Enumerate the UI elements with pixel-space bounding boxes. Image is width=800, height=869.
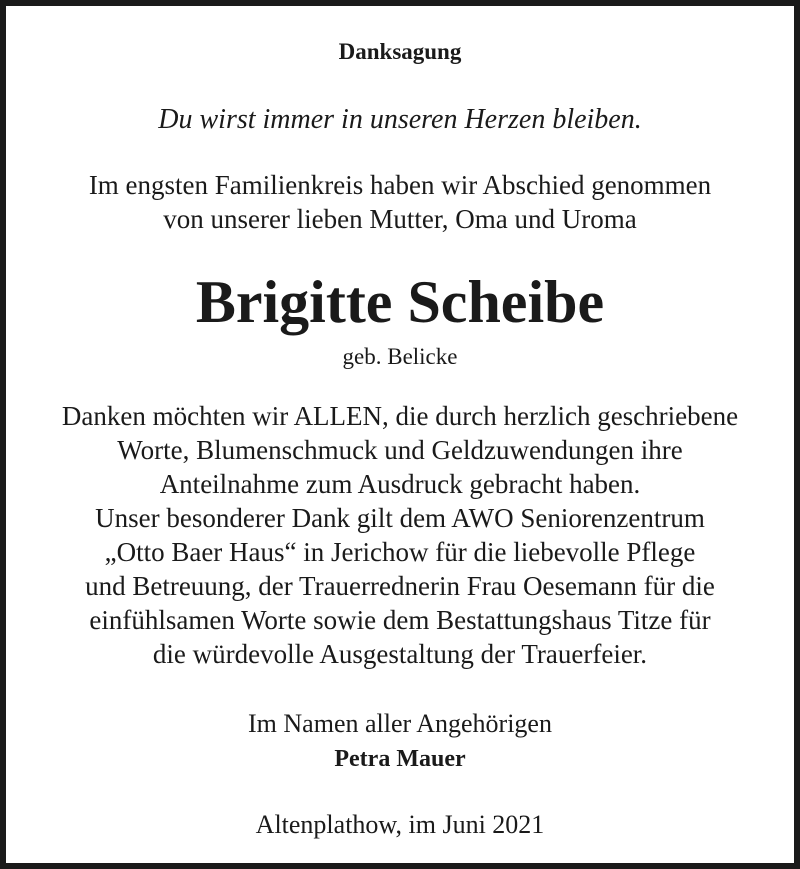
place-date: Altenplathow, im Juni 2021 xyxy=(255,810,545,839)
notice-heading: Danksagung xyxy=(338,39,462,64)
deceased-name: Brigitte Scheibe xyxy=(195,269,605,335)
body-line: Worte, Blumenschmuck und Geldzuwendungen ihre xyxy=(117,435,683,465)
closing-line: Im Namen aller Angehörigen xyxy=(248,709,552,738)
intro-line: Im engsten Familienkreis haben wir Abschied genommen xyxy=(88,170,712,200)
body-line: Anteilnahme zum Ausdruck gebracht haben. xyxy=(159,469,641,499)
motto: Du wirst immer in unseren Herzen bleiben. xyxy=(158,104,642,135)
intro-line: von unserer lieben Mutter, Oma und Uroma xyxy=(163,204,637,234)
body-line: einfühlsamen Worte sowie dem Bestattungshaus Titze für xyxy=(89,605,711,635)
body-line: und Betreuung, der Trauerrednerin Frau Oesemann für die xyxy=(85,571,715,601)
body-line: Danken möchten wir ALLEN, die durch herzlich geschriebene xyxy=(61,401,739,431)
body-line: Unser besonderer Dank gilt dem AWO Seniorenzentrum xyxy=(95,503,705,533)
body-line: die würdevolle Ausgestaltung der Trauerfeier. xyxy=(152,639,648,669)
body-line: „Otto Baer Haus“ in Jerichow für die liebevolle Pflege xyxy=(104,537,696,567)
signer-name: Petra Mauer xyxy=(334,746,466,772)
maiden-name: geb. Belicke xyxy=(342,344,458,369)
